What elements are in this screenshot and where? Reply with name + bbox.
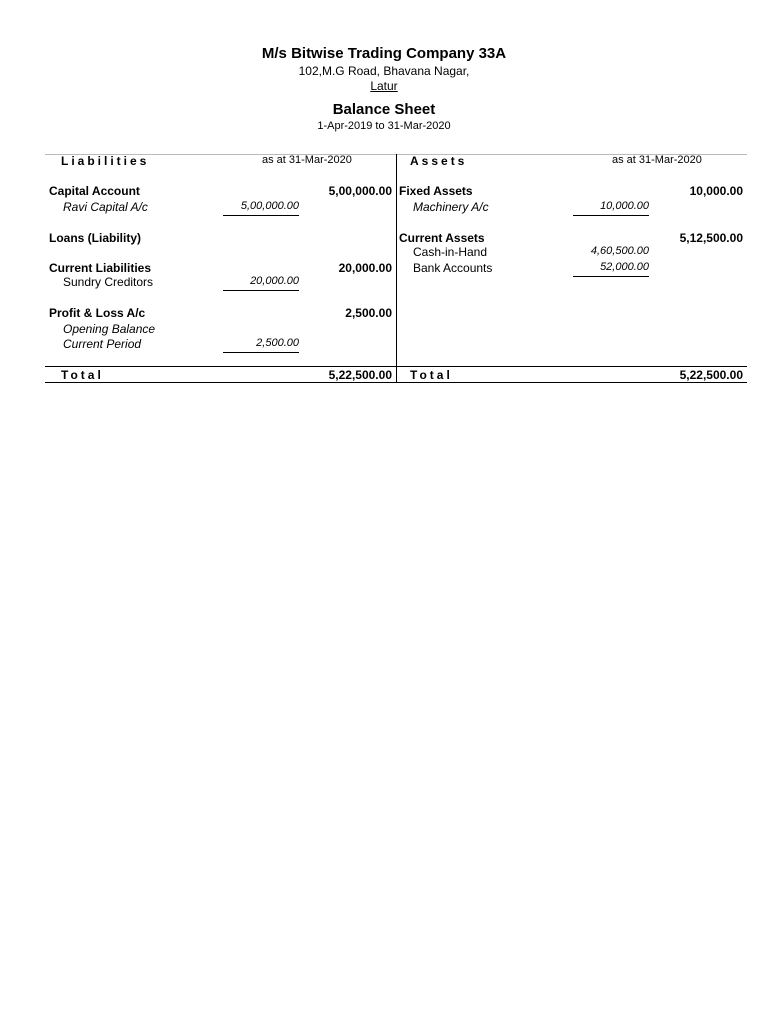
profit-loss-label: Profit & Loss A/c: [49, 306, 146, 320]
capital-account-label: Capital Account: [49, 184, 140, 198]
company-name: M/s Bitwise Trading Company 33A: [261, 45, 507, 62]
liabilities-heading: Liabilities: [61, 154, 150, 168]
capital-account-amount: 5,00,000.00: [328, 184, 392, 198]
report-period: 1-Apr-2019 to 31-Mar-2020: [317, 120, 451, 132]
machinery-label: Machinery A/c: [413, 200, 489, 214]
liabilities-as-at: as at 31-Mar-2020: [262, 154, 352, 166]
current-assets-amount: 5,12,500.00: [679, 231, 743, 245]
liabilities-total-amount: 5,22,500.00: [328, 368, 392, 382]
assets-total-amount: 5,22,500.00: [679, 368, 743, 382]
profit-loss-amount: 2,500.00: [345, 306, 392, 320]
current-liabilities-amount: 20,000.00: [338, 261, 392, 275]
ravi-capital-label: Ravi Capital A/c: [63, 200, 148, 214]
current-period-label: Current Period: [63, 337, 142, 351]
assets-as-at: as at 31-Mar-2020: [612, 154, 702, 166]
machinery-amount: 10,000.00: [600, 200, 649, 212]
report-title: Balance Sheet: [332, 101, 436, 118]
assets-heading: Assets: [410, 154, 468, 168]
fixed-assets-label: Fixed Assets: [399, 184, 473, 198]
machinery-underline: [573, 215, 649, 216]
ravi-capital-underline: [223, 215, 299, 216]
loans-label: Loans (Liability): [49, 231, 142, 245]
assets-total-label: Total: [410, 368, 453, 382]
bank-accounts-underline: [573, 276, 649, 277]
total-bottom-rule: [45, 382, 747, 383]
current-period-underline: [223, 352, 299, 353]
current-liabilities-label: Current Liabilities: [49, 261, 152, 275]
sundry-creditors-underline: [223, 290, 299, 291]
bank-accounts-amount: 52,000.00: [600, 261, 649, 273]
liabilities-total-label: Total: [61, 368, 104, 382]
fixed-assets-amount: 10,000.00: [689, 184, 743, 198]
company-address: 102,M.G Road, Bhavana Nagar,: [298, 64, 470, 78]
sundry-creditors-amount: 20,000.00: [250, 275, 299, 287]
column-divider: [396, 154, 397, 383]
cash-in-hand-label: Cash-in-Hand: [413, 245, 488, 259]
opening-balance-label: Opening Balance: [63, 322, 156, 336]
current-period-amount: 2,500.00: [256, 337, 299, 349]
sundry-creditors-label: Sundry Creditors: [63, 275, 154, 289]
ravi-capital-amount: 5,00,000.00: [240, 200, 299, 212]
cash-in-hand-amount: 4,60,500.00: [590, 245, 649, 257]
total-top-rule: [45, 366, 747, 367]
company-city: Latur: [370, 79, 398, 93]
current-assets-label: Current Assets: [399, 231, 485, 245]
bank-accounts-label: Bank Accounts: [413, 261, 493, 275]
